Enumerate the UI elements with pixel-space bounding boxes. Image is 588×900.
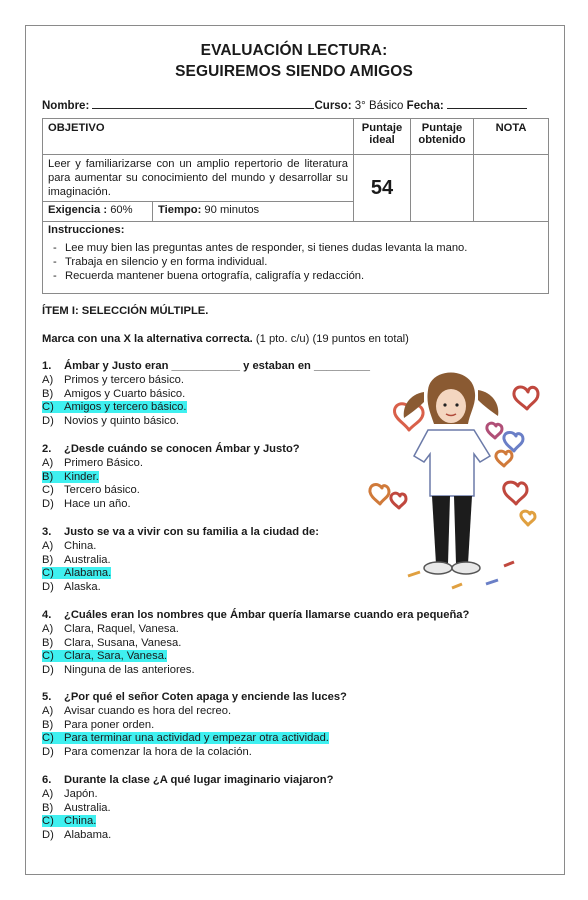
exigencia-value: 60% (110, 204, 133, 216)
puntaje-obtenido-value[interactable] (411, 155, 474, 222)
option-d[interactable] (42, 746, 347, 760)
exigencia-cell (43, 202, 153, 221)
nota-value[interactable] (474, 155, 549, 222)
nota-header: NOTA (474, 119, 549, 155)
option-letter: C) (42, 484, 54, 497)
question-text: ¿Desde cuándo se conocen Ámbar y Justo? (64, 443, 300, 455)
objetivo-text: Leer y familiarizarse con un amplio repertorio de literatura para aumentar su conocimiento del mundo y desarrollar su imaginación. (48, 158, 348, 198)
question-number: 6. (42, 774, 52, 786)
question-3 (42, 526, 319, 595)
girl-with-hearts-illustration (368, 362, 552, 594)
question-number: 1. (42, 360, 52, 372)
option-text: Primero Básico. (64, 456, 143, 469)
question-number: 2. (42, 443, 52, 455)
section-title: ÍTEM I: SELECCIÓN MÚLTIPLE. (42, 305, 209, 317)
page-subtitle: SEGUIREMOS SIENDO AMIGOS (175, 63, 413, 80)
option-d[interactable] (42, 415, 370, 429)
option-text: Alabama. (64, 567, 112, 580)
option-b[interactable] (42, 719, 347, 733)
option-b-correct[interactable] (42, 471, 300, 485)
option-text: Clara, Susana, Vanesa. (64, 636, 182, 649)
option-text: Kinder. (64, 470, 99, 483)
nombre-field[interactable] (92, 97, 314, 109)
option-c-correct[interactable] (42, 650, 469, 664)
option-text: Para comenzar la hora de la colación. (64, 746, 252, 759)
option-text: Australia. (64, 553, 111, 566)
option-d[interactable] (42, 581, 319, 595)
exigencia-label: Exigencia : (48, 204, 108, 216)
instructions-box (42, 222, 549, 294)
option-text: Clara, Raquel, Vanesa. (64, 622, 179, 635)
tiempo-value: 90 minutos (204, 204, 260, 216)
tiempo-label: Tiempo: (158, 204, 202, 216)
option-a[interactable] (42, 705, 347, 719)
fecha-label: Fecha: (406, 100, 444, 112)
option-text: Alaska. (64, 581, 101, 594)
option-c-correct[interactable] (42, 732, 347, 746)
question-text: Durante la clase ¿A qué lugar imaginario viajaron? (64, 774, 334, 786)
option-b[interactable] (42, 637, 469, 651)
fecha-field[interactable] (447, 97, 527, 109)
option-c-correct[interactable] (42, 815, 333, 829)
option-a[interactable] (42, 374, 370, 388)
option-letter: D) (42, 415, 54, 428)
objective-table (42, 118, 549, 222)
option-letter: D) (42, 829, 54, 842)
option-letter: A) (42, 373, 54, 386)
instruction-item: - Lee muy bien las preguntas antes de responder, si tienes dudas levanta la mano. (53, 241, 467, 255)
option-b[interactable] (42, 802, 333, 816)
question-text: Justo se va a vivir con su familia a la ciudad de: (64, 526, 319, 538)
option-c-correct[interactable] (42, 401, 370, 415)
option-letter: C) (42, 567, 54, 580)
option-d[interactable] (42, 498, 300, 512)
option-text: Para poner orden. (64, 718, 155, 731)
option-letter: A) (42, 539, 54, 552)
option-text: China. (64, 815, 97, 828)
question-4 (42, 609, 469, 678)
option-text: Amigos y tercero básico. (64, 401, 187, 414)
page-title: EVALUACIÓN LECTURA: (200, 42, 388, 59)
option-letter: C) (42, 815, 54, 828)
curso-value: 3° Básico (354, 100, 404, 112)
option-text: Ninguna de las anteriores. (64, 664, 195, 677)
exigencia-row (43, 201, 353, 221)
option-text: Primos y tercero básico. (64, 373, 184, 386)
instruction-bold: Marca con una X la alternativa correcta. (42, 333, 253, 345)
student-info-line (42, 97, 552, 112)
option-letter: A) (42, 787, 54, 800)
option-text: Tercero básico. (64, 484, 140, 497)
option-letter: B) (42, 470, 54, 483)
option-letter: A) (42, 704, 54, 717)
option-letter: A) (42, 456, 54, 469)
instructions-heading: Instrucciones: (48, 224, 125, 236)
question-1 (42, 360, 370, 429)
option-letter: C) (42, 732, 54, 745)
instructions-list (53, 241, 467, 283)
question-6 (42, 774, 333, 843)
option-text: Para terminar una actividad y empezar otra actividad. (64, 732, 329, 745)
option-letter: B) (42, 387, 54, 400)
question-text: ¿Por qué el señor Coten apaga y enciende las luces? (64, 691, 347, 703)
objetivo-header: OBJETIVO (43, 119, 354, 155)
option-b[interactable] (42, 388, 370, 402)
puntaje-ideal-header: Puntaje ideal (354, 119, 411, 155)
instruction-points: (1 pto. c/u) (19 puntos en total) (252, 333, 409, 345)
option-c[interactable] (42, 484, 300, 498)
option-letter: D) (42, 498, 54, 511)
option-text: Amigos y Cuarto básico. (64, 387, 186, 400)
option-text: Hace un año. (64, 498, 131, 511)
option-b[interactable] (42, 554, 319, 568)
question-5 (42, 691, 347, 760)
option-letter: D) (42, 581, 54, 594)
option-text: Japón. (64, 787, 98, 800)
option-letter: B) (42, 636, 54, 649)
option-letter: B) (42, 801, 54, 814)
objetivo-cell (43, 155, 354, 222)
option-letter: B) (42, 553, 54, 566)
question-number: 3. (42, 526, 52, 538)
nombre-label: Nombre: (42, 100, 90, 112)
curso-label: Curso: (314, 100, 352, 112)
question-text: Ámbar y Justo eran ___________ y estaban en _________ (64, 360, 370, 372)
option-text: Avisar cuando es hora del recreo. (64, 704, 232, 717)
option-text: China. (64, 539, 97, 552)
option-d[interactable] (42, 664, 469, 678)
question-2 (42, 443, 300, 512)
question-number: 5. (42, 691, 52, 703)
option-text: Australia. (64, 801, 111, 814)
tiempo-cell (153, 202, 259, 221)
option-a[interactable] (42, 788, 333, 802)
option-a[interactable] (42, 540, 319, 554)
question-number: 4. (42, 609, 52, 621)
option-letter: C) (42, 401, 54, 414)
option-letter: D) (42, 746, 54, 759)
option-letter: D) (42, 664, 54, 677)
option-letter: A) (42, 622, 54, 635)
option-letter: B) (42, 718, 54, 731)
option-a[interactable] (42, 457, 300, 471)
question-text: ¿Cuáles eran los nombres que Ámbar quería llamarse cuando era pequeña? (64, 609, 470, 621)
puntaje-obtenido-header: Puntaje obtenido (411, 119, 474, 155)
puntaje-ideal-value: 54 (354, 155, 411, 222)
instruction-item: - Trabaja en silencio y en forma individual. (53, 255, 467, 269)
option-text: Alabama. (64, 829, 112, 842)
option-a[interactable] (42, 623, 469, 637)
option-text: Novios y quinto básico. (64, 415, 180, 428)
option-c-correct[interactable] (42, 567, 319, 581)
option-letter: C) (42, 650, 54, 663)
option-d[interactable] (42, 829, 333, 843)
option-text: Clara, Sara, Vanesa. (64, 650, 168, 663)
instruction-item: - Recuerda mantener buena ortografía, caligrafía y redacción. (53, 269, 467, 283)
section-instruction (42, 333, 409, 345)
